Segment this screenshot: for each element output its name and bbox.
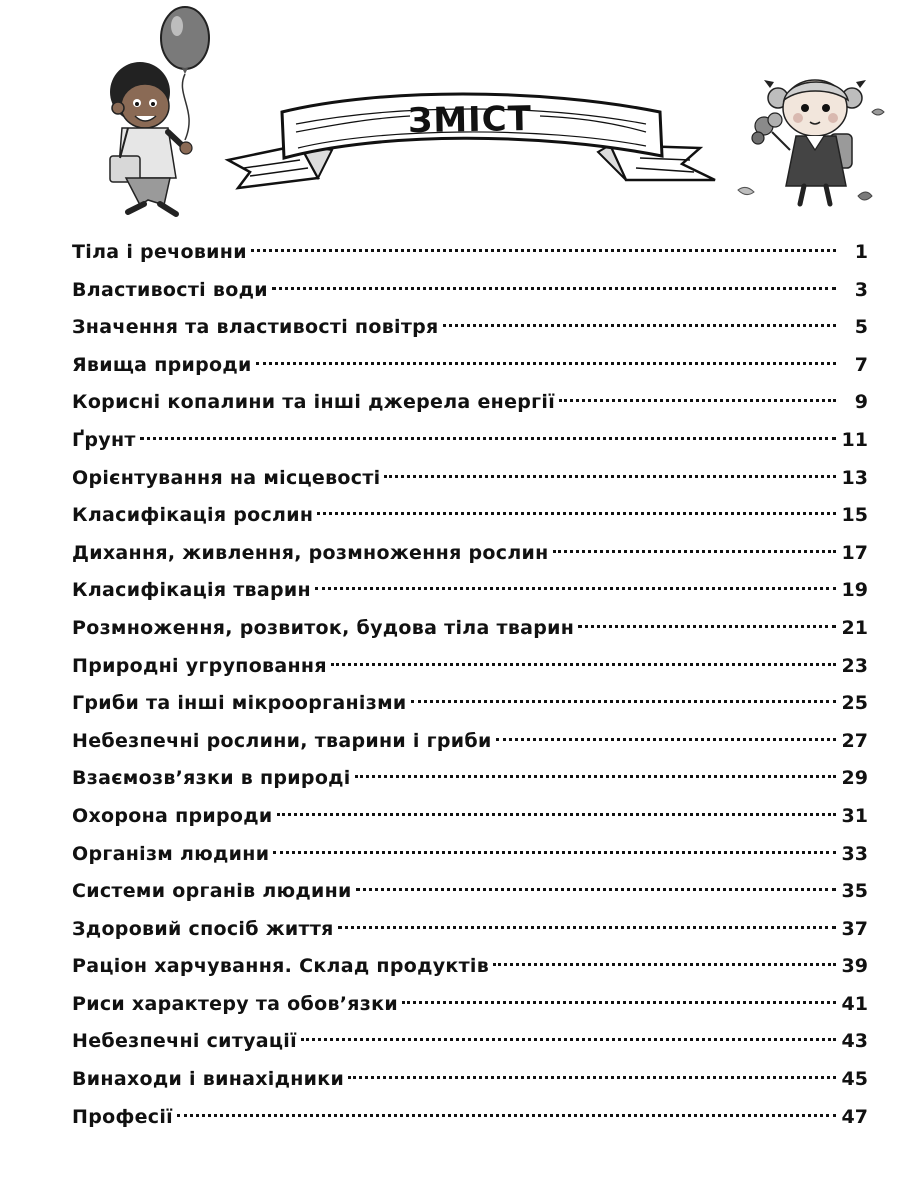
dot-leader (411, 700, 836, 703)
toc-entry-page-number: 15 (841, 504, 868, 527)
dot-leader (272, 287, 836, 290)
toc-entry (72, 610, 868, 648)
toc-entry-title: Значення та властивості повітря (72, 316, 439, 339)
toc-entry (72, 873, 868, 911)
toc-entry-title: Властивості води (72, 278, 268, 301)
toc-entry (72, 1099, 868, 1137)
toc-entry-page-number: 41 (841, 992, 868, 1015)
toc-entry-title: Явища природи (72, 353, 252, 376)
dot-leader (301, 1038, 836, 1041)
toc-entry-title: Тіла і речовини (72, 241, 247, 263)
toc-entry-title: Дихання, живлення, розмноження рослин (72, 541, 549, 564)
dot-leader (251, 249, 836, 252)
toc-entry (72, 572, 868, 610)
toc-entry (72, 460, 868, 498)
dot-leader (140, 437, 836, 440)
toc-entry (72, 422, 868, 460)
dot-leader (348, 1076, 836, 1079)
dot-leader (277, 813, 836, 816)
toc-entry (72, 1023, 868, 1061)
table-of-contents (72, 234, 868, 1136)
toc-entry-page-number: 11 (841, 428, 868, 451)
dot-leader (338, 926, 836, 929)
toc-entry (72, 309, 868, 347)
toc-entry (72, 535, 868, 573)
toc-entry-title: Небезпечні рослини, тварини і гриби (72, 729, 492, 752)
toc-entry-page-number: 31 (841, 804, 868, 827)
dot-leader (402, 1001, 836, 1004)
dot-leader (315, 587, 836, 590)
toc-entry-page-number: 19 (841, 579, 868, 602)
dot-leader (356, 888, 836, 891)
dot-leader (355, 775, 836, 778)
boy-with-balloon-illustration (110, 7, 209, 214)
page-title: ЗМІСТ (407, 98, 533, 142)
toc-entry-title: Гриби та інші мікроорганізми (72, 692, 407, 715)
toc-entry (72, 384, 868, 422)
dot-leader (256, 362, 836, 365)
toc-entry-page-number: 23 (841, 654, 868, 677)
toc-entry-page-number: 17 (841, 541, 868, 564)
dot-leader (553, 550, 836, 553)
toc-entry-title: Раціон харчування. Склад продуктів (72, 955, 490, 978)
toc-entry-page-number: 27 (841, 729, 868, 752)
toc-entry-title: Системи органів людини (72, 880, 352, 903)
toc-entry-page-number: 5 (854, 316, 868, 339)
toc-entry (72, 347, 868, 385)
toc-entry-title: Орієнтування на місцевості (72, 466, 381, 489)
toc-entry (72, 986, 868, 1024)
toc-entry-title: Професії (72, 1105, 173, 1128)
toc-entry-title: Організм людини (72, 842, 270, 865)
toc-entry (72, 948, 868, 986)
toc-entry (72, 685, 868, 723)
toc-entry (72, 723, 868, 761)
toc-entry-page-number: 25 (841, 692, 868, 715)
dot-leader (578, 625, 836, 628)
toc-entry-page-number: 39 (841, 955, 868, 978)
toc-entry-title: Винаходи і винахідники (72, 1068, 345, 1091)
toc-entry-page-number: 3 (854, 278, 868, 301)
toc-entry (72, 798, 868, 836)
toc-entry (72, 272, 868, 310)
dot-leader (384, 475, 836, 478)
toc-entry (72, 911, 868, 949)
toc-entry (72, 648, 868, 686)
dot-leader (559, 399, 836, 402)
toc-entry-title: Здоровий спосіб життя (72, 917, 334, 940)
toc-entry-title: Риси характеру та обов’язки (72, 992, 398, 1015)
toc-entry-page-number: 13 (841, 466, 868, 489)
toc-entry-page-number: 33 (841, 842, 868, 865)
toc-entry-page-number: 29 (841, 767, 868, 790)
dot-leader (496, 738, 836, 741)
dot-leader (331, 663, 836, 666)
toc-entry-page-number: 7 (854, 353, 868, 376)
toc-entry-title: Небезпечні ситуації (72, 1030, 297, 1053)
toc-entry-title: Ґрунт (72, 428, 136, 451)
toc-entry-page-number: 43 (841, 1030, 868, 1053)
toc-entry-title: Охорона природи (72, 804, 273, 827)
toc-entry-page-number: 45 (841, 1068, 868, 1091)
toc-entry (72, 760, 868, 798)
toc-entry (72, 1061, 868, 1099)
toc-entry (72, 234, 868, 272)
dot-leader (177, 1114, 836, 1117)
toc-entry-page-number: 21 (841, 616, 868, 639)
page-header (0, 0, 900, 225)
toc-entry-title: Взаємозв’язки в природі (72, 767, 351, 790)
toc-entry-page-number: 47 (841, 1105, 868, 1128)
toc-entry-page-number: 9 (854, 391, 868, 414)
toc-entry-page-number: 1 (854, 241, 868, 263)
toc-entry (72, 836, 868, 874)
dot-leader (443, 324, 836, 327)
toc-entry-title: Корисні копалини та інші джерела енергії (72, 391, 556, 414)
toc-entry-title: Природні угруповання (72, 654, 327, 677)
girl-with-flowers-illustration (738, 80, 884, 204)
dot-leader (493, 963, 836, 966)
toc-entry-title: Розмноження, розвиток, будова тіла тварин (72, 616, 575, 639)
dot-leader (273, 851, 836, 854)
toc-entry-page-number: 37 (841, 917, 868, 940)
toc-entry (72, 497, 868, 535)
toc-entry-title: Класифікація рослин (72, 504, 314, 527)
toc-entry-page-number: 35 (841, 880, 868, 903)
dot-leader (317, 512, 836, 515)
toc-entry-title: Класифікація тварин (72, 579, 311, 602)
